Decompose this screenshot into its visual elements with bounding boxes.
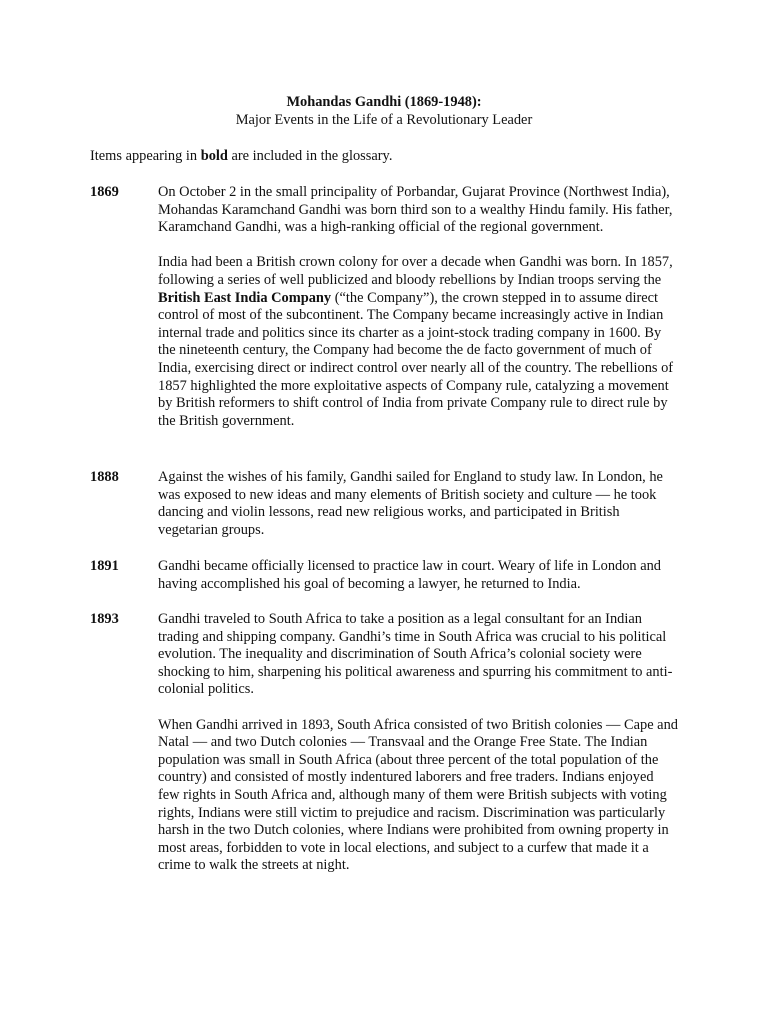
glossary-term: British East India Company — [158, 289, 332, 306]
glossary-note-before: Items appearing in — [90, 148, 201, 164]
entry-paragraph: When Gandhi arrived in 1893, South Africa consisted of two British colonies — Cape and Natal — and two Dutch colonies — Transvaal and the Orange Free State. The Indian population was small in South Africa (about three percent of the total population of the country) and consisted of mostly indentured laborers and free traders. Indians enjoyed few rights in South Africa and, although many of them were British subjects with voting rights, Indians were still victim to prejudice and racism. Discrimination was particularly harsh in the two Dutch colonies, where Indians were prohibited from owning property in most areas, forbidden to vote in local elections, and subject to a curfew that made it a crime to walk the streets at night. — [158, 716, 678, 874]
title-block — [0, 94, 768, 129]
entry-body — [158, 611, 678, 875]
glossary-note-bold: bold — [200, 148, 228, 164]
entry-year: 1888 — [90, 469, 119, 485]
entry-paragraph: Against the wishes of his family, Gandhi sailed for England to study law. In London, he was exposed to new ideas and many elements of British society and culture — he took dancing and violin lessons, read new religious works, and participated in British vegetarian groups. — [158, 469, 663, 538]
glossary-note — [90, 148, 690, 166]
entry-paragraph: Gandhi became officially licensed to practice law in court. Weary of life in London and having accomplished his goal of becoming a lawyer, he returned to India. — [158, 558, 661, 592]
entry-body — [158, 558, 678, 593]
glossary-note-after: are included in the glossary. — [227, 148, 393, 164]
entry-body — [158, 184, 678, 430]
entry-year: 1869 — [90, 184, 119, 200]
document-title: Mohandas Gandhi (1869-1948): — [286, 94, 482, 110]
entry-paragraph: Gandhi traveled to South Africa to take a position as a legal consultant for an Indian trading and shipping company. Gandhi’s time in South Africa was crucial to his political evolution. The inequality and discrimination of South Africa’s colonial society were shocking to him, sharpening his political awareness and spurring his commitment to anti-colonial politics. — [158, 611, 673, 698]
paragraph-text: (“the Company”), the crown stepped in to assume direct control of most of the subcontinent. The Company became increasingly active in Indian internal trade and politics since its charter as a joint-stock trading company in 1600. By the nineteenth century, the Company had become the de facto government of much of India, exercising direct or indirect control over nearly all of the country. The rebellions of 1857 highlighted the more exploitative aspects of Company rule, catalyzing a movement by British reformers to shift control of India from private Company rule to direct rule by the British government. — [158, 289, 674, 429]
entry-body — [158, 469, 678, 539]
entry-year: 1891 — [90, 558, 119, 574]
entry-paragraph — [158, 254, 678, 430]
paragraph-text: India had been a British crown colony for over a decade when Gandhi was born. In 1857, following a series of well publicized and bloody rebellions by Indian troops serving the — [158, 254, 673, 288]
entry-year: 1893 — [90, 611, 119, 627]
entry-paragraph: On October 2 in the small principality of Porbandar, Gujarat Province (Northwest India), Mohandas Karamchand Gandhi was born third son to a wealthy Hindu family. His father, Karamchand Gandhi, was a high-ranking official of the regional government. — [158, 184, 673, 236]
document-subtitle: Major Events in the Life of a Revolutionary Leader — [235, 111, 533, 128]
